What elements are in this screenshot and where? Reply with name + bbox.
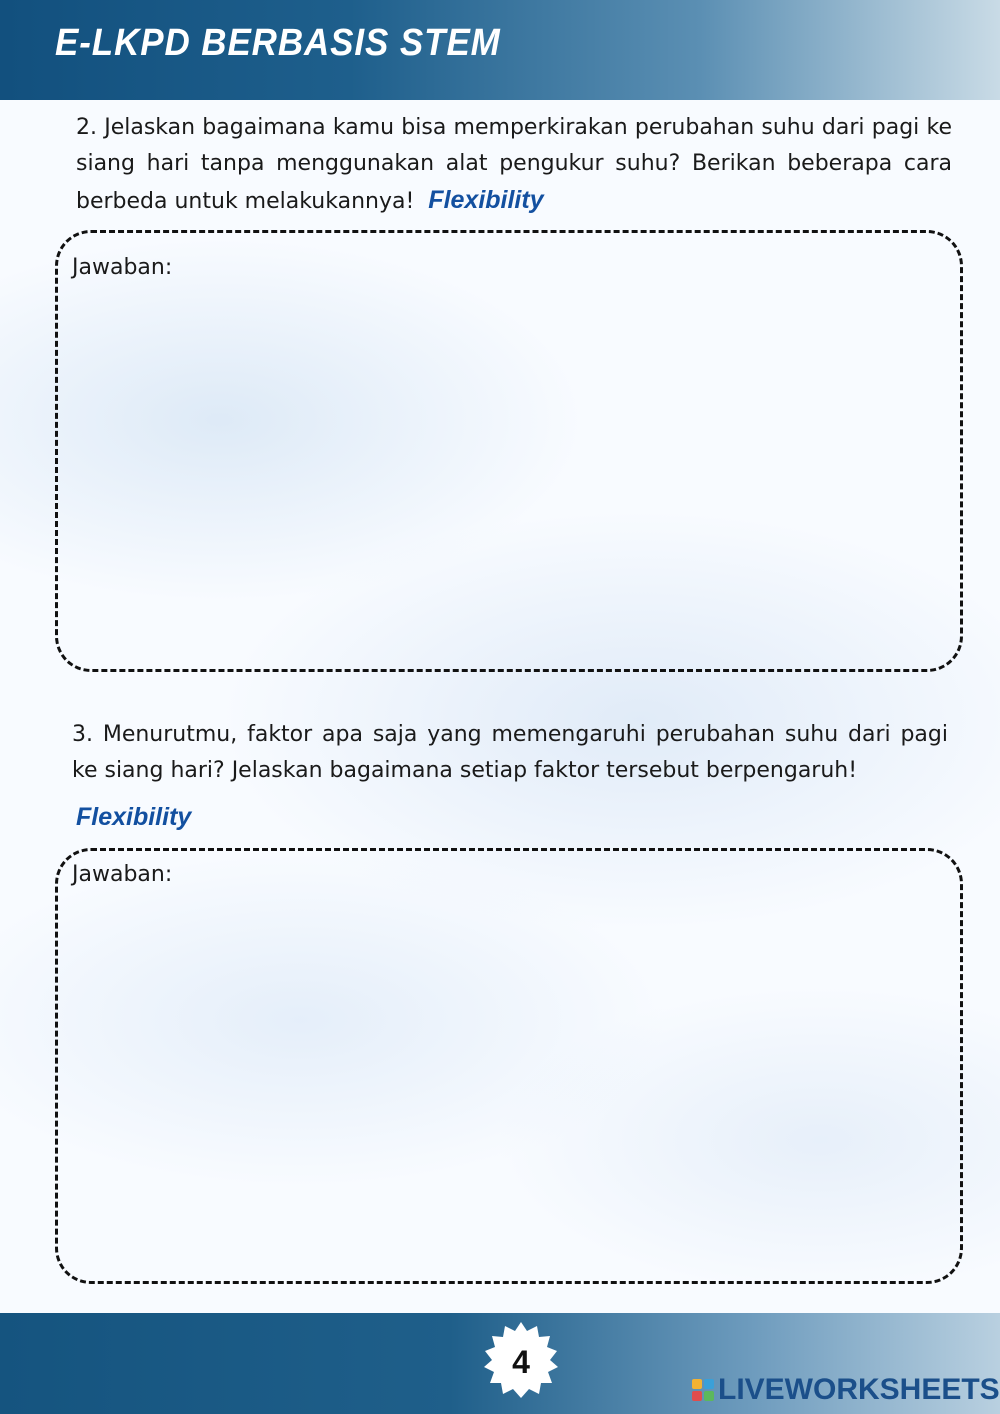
brand-logo bbox=[692, 1372, 1000, 1408]
question-3-text: 3. Menurutmu, faktor apa saja yang memengaruhi perubahan suhu dari pagi ke siang hari? Jelaskan bagaimana setiap faktor tersebut berpengaruh! bbox=[72, 722, 948, 783]
page-title: E-LKPD BERBASIS STEM bbox=[55, 22, 501, 64]
answer-label: Jawaban: bbox=[72, 255, 173, 280]
answer-label: Jawaban: bbox=[72, 862, 173, 887]
question-2 bbox=[76, 110, 952, 220]
question-2-tag: Flexibility bbox=[428, 186, 544, 214]
liveworksheets-logo-icon bbox=[692, 1379, 714, 1401]
answer-box-2[interactable] bbox=[55, 230, 963, 672]
brand-text: LIVEWORKSHEETS bbox=[718, 1373, 1000, 1406]
question-2-text: 2. Jelaskan bagaimana kamu bisa memperkirakan perubahan suhu dari pagi ke siang hari tanpa menggunakan alat pengukur suhu? Berikan beberapa cara berbeda untuk melakukannya! bbox=[76, 115, 952, 214]
question-3-tag: Flexibility bbox=[76, 803, 192, 831]
answer-box-3[interactable] bbox=[55, 848, 963, 1284]
question-3 bbox=[72, 717, 948, 789]
page-number: 4 bbox=[512, 1344, 530, 1380]
header-banner bbox=[0, 0, 1000, 100]
